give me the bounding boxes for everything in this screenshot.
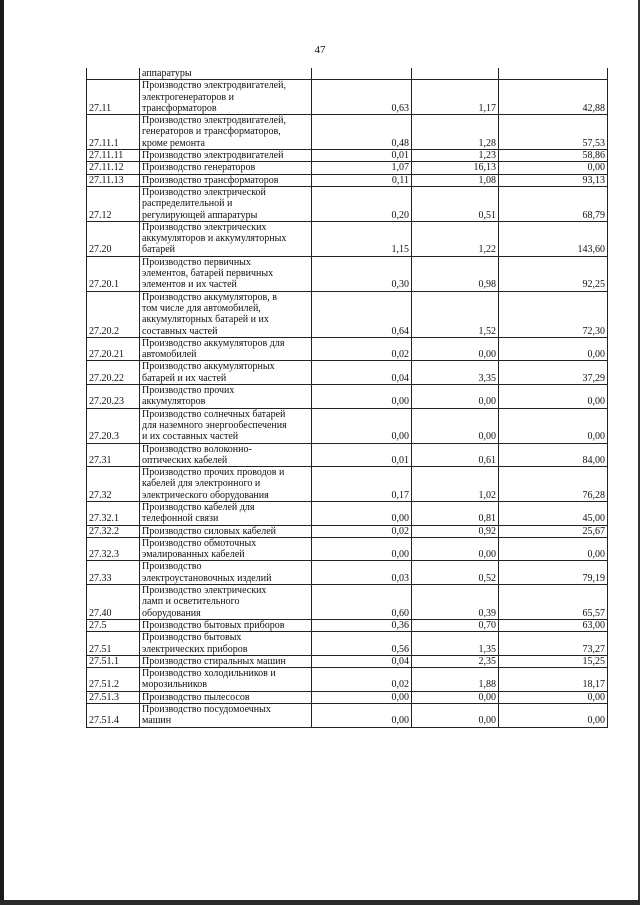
row-value-2-cell: 0,52 — [412, 561, 499, 585]
row-code-cell: 27.51.1 — [87, 655, 140, 667]
row-value-3-cell: 79,19 — [499, 561, 608, 585]
row-value-1-cell: 0,02 — [312, 668, 412, 692]
row-code-cell: 27.51.2 — [87, 668, 140, 692]
row-value-3-cell: 65,57 — [499, 585, 608, 620]
row-code-cell: 27.11.13 — [87, 174, 140, 186]
row-code-cell: 27.11.1 — [87, 115, 140, 150]
row-value-1-cell: 0,03 — [312, 561, 412, 585]
row-value-2-cell: 1,88 — [412, 668, 499, 692]
row-code-cell: 27.32 — [87, 467, 140, 502]
row-name-cell: Производство обмоточных эмалированных кабелей — [140, 537, 312, 561]
row-value-2-cell: 1,35 — [412, 632, 499, 656]
row-name-cell: Производство холодильников и морозильников — [140, 668, 312, 692]
row-name-cell: Производство электрической распределительной и регулирующей аппаратуры — [140, 186, 312, 221]
row-value-1-cell: 0,36 — [312, 619, 412, 631]
row-value-2-cell: 0,39 — [412, 585, 499, 620]
row-value-2-cell: 1,08 — [412, 174, 499, 186]
row-value-2-cell: 0,61 — [412, 443, 499, 467]
row-code-cell: 27.20.22 — [87, 361, 140, 385]
row-code-cell: 27.5 — [87, 619, 140, 631]
table-row — [87, 361, 608, 385]
row-value-2-cell: 0,81 — [412, 501, 499, 525]
row-value-1-cell: 1,07 — [312, 162, 412, 174]
row-name-cell: Производство первичных элементов, батарей первичных элементов и их частей — [140, 256, 312, 291]
row-value-2-cell: 1,22 — [412, 221, 499, 256]
row-value-2-cell: 1,28 — [412, 115, 499, 150]
row-value-3-cell: 73,27 — [499, 632, 608, 656]
scan-border-bottom — [0, 900, 640, 905]
row-value-1-cell: 0,01 — [312, 150, 412, 162]
row-value-1-cell: 0,60 — [312, 585, 412, 620]
statistics-table — [86, 68, 608, 728]
row-value-1-cell: 0,00 — [312, 501, 412, 525]
table-row — [87, 174, 608, 186]
table-row — [87, 221, 608, 256]
row-value-1-cell: 0,30 — [312, 256, 412, 291]
row-name-cell: аппаратуры — [140, 68, 312, 80]
table-row — [87, 619, 608, 631]
table-row — [87, 525, 608, 537]
row-code-cell: 27.32.1 — [87, 501, 140, 525]
row-name-cell: Производство солнечных батарей для наземного энергообеспечения и их составных частей — [140, 408, 312, 443]
table-row — [87, 655, 608, 667]
row-value-2-cell: 0,70 — [412, 619, 499, 631]
row-value-2-cell: 0,00 — [412, 337, 499, 361]
table-row — [87, 162, 608, 174]
row-name-cell: Производство аккумуляторных батарей и их частей — [140, 361, 312, 385]
row-value-3-cell: 76,28 — [499, 467, 608, 502]
row-name-cell: Производство прочих аккумуляторов — [140, 385, 312, 409]
row-value-3-cell: 68,79 — [499, 186, 608, 221]
row-value-3-cell: 42,88 — [499, 80, 608, 115]
table-row — [87, 704, 608, 728]
row-value-1-cell: 0,04 — [312, 361, 412, 385]
table-row — [87, 291, 608, 337]
row-value-1-cell: 0,00 — [312, 537, 412, 561]
scan-border-left — [0, 0, 4, 905]
row-value-2-cell: 0,00 — [412, 408, 499, 443]
row-value-3-cell: 15,25 — [499, 655, 608, 667]
page-number: 47 — [314, 44, 326, 56]
row-code-cell: 27.32.2 — [87, 525, 140, 537]
row-code-cell: 27.40 — [87, 585, 140, 620]
row-code-cell: 27.32.3 — [87, 537, 140, 561]
table-row — [87, 668, 608, 692]
row-name-cell: Производство электроустановочных изделий — [140, 561, 312, 585]
row-name-cell: Производство бытовых приборов — [140, 619, 312, 631]
row-value-3-cell: 0,00 — [499, 704, 608, 728]
row-value-2-cell: 0,98 — [412, 256, 499, 291]
row-name-cell: Производство трансформаторов — [140, 174, 312, 186]
row-value-1-cell: 0,00 — [312, 691, 412, 703]
table-row — [87, 501, 608, 525]
table-row — [87, 337, 608, 361]
row-value-1-cell: 0,02 — [312, 525, 412, 537]
row-name-cell: Производство бытовых электрических приборов — [140, 632, 312, 656]
row-value-2-cell: 0,51 — [412, 186, 499, 221]
row-code-cell: 27.20.23 — [87, 385, 140, 409]
row-value-2-cell: 0,00 — [412, 537, 499, 561]
table-row — [87, 691, 608, 703]
row-value-2-cell: 2,35 — [412, 655, 499, 667]
row-value-1-cell: 0,63 — [312, 80, 412, 115]
row-value-3-cell: 0,00 — [499, 385, 608, 409]
row-value-3-cell: 0,00 — [499, 337, 608, 361]
row-value-3-cell: 57,53 — [499, 115, 608, 150]
row-value-1-cell: 0,48 — [312, 115, 412, 150]
table-body — [87, 68, 608, 727]
row-value-3-cell — [499, 68, 608, 80]
table-row — [87, 467, 608, 502]
row-name-cell: Производство кабелей для телефонной связи — [140, 501, 312, 525]
row-value-3-cell: 45,00 — [499, 501, 608, 525]
row-code-cell: 27.20.21 — [87, 337, 140, 361]
row-code-cell: 27.20.1 — [87, 256, 140, 291]
row-value-1-cell: 0,17 — [312, 467, 412, 502]
row-name-cell: Производство генераторов — [140, 162, 312, 174]
row-name-cell: Производство электрических ламп и осветительного оборудования — [140, 585, 312, 620]
table-row — [87, 537, 608, 561]
row-code-cell: 27.31 — [87, 443, 140, 467]
row-value-2-cell: 1,23 — [412, 150, 499, 162]
row-value-2-cell — [412, 68, 499, 80]
row-value-2-cell: 1,17 — [412, 80, 499, 115]
row-code-cell: 27.20 — [87, 221, 140, 256]
row-value-3-cell: 25,67 — [499, 525, 608, 537]
row-value-1-cell: 0,01 — [312, 443, 412, 467]
table-row — [87, 150, 608, 162]
row-code-cell: 27.12 — [87, 186, 140, 221]
row-value-3-cell: 63,00 — [499, 619, 608, 631]
row-value-1-cell: 0,11 — [312, 174, 412, 186]
row-value-1-cell: 0,00 — [312, 704, 412, 728]
row-value-1-cell: 0,00 — [312, 385, 412, 409]
row-value-3-cell: 58,86 — [499, 150, 608, 162]
row-name-cell: Производство аккумуляторов, в том числе для автомобилей, аккумуляторных батарей и их составных частей — [140, 291, 312, 337]
table-row — [87, 385, 608, 409]
row-value-2-cell: 16,13 — [412, 162, 499, 174]
row-value-3-cell: 0,00 — [499, 162, 608, 174]
row-value-2-cell: 0,92 — [412, 525, 499, 537]
table-row — [87, 68, 608, 80]
table-row — [87, 186, 608, 221]
table-row — [87, 80, 608, 115]
row-name-cell: Производство волоконно- оптических кабелей — [140, 443, 312, 467]
row-code-cell: 27.33 — [87, 561, 140, 585]
row-name-cell: Производство силовых кабелей — [140, 525, 312, 537]
row-code-cell — [87, 68, 140, 80]
row-value-2-cell: 0,00 — [412, 385, 499, 409]
table-row — [87, 585, 608, 620]
row-value-3-cell: 143,60 — [499, 221, 608, 256]
row-name-cell: Производство стиральных машин — [140, 655, 312, 667]
row-code-cell: 27.20.2 — [87, 291, 140, 337]
row-code-cell: 27.11.12 — [87, 162, 140, 174]
row-name-cell: Производство посудомоечных машин — [140, 704, 312, 728]
row-code-cell: 27.51.3 — [87, 691, 140, 703]
row-value-1-cell — [312, 68, 412, 80]
row-value-3-cell: 37,29 — [499, 361, 608, 385]
row-name-cell: Производство электродвигателей, электрогенераторов и трансформаторов — [140, 80, 312, 115]
row-value-3-cell: 0,00 — [499, 691, 608, 703]
table-row — [87, 443, 608, 467]
row-name-cell: Производство прочих проводов и кабелей для электронного и электрического оборудования — [140, 467, 312, 502]
row-name-cell: Производство аккумуляторов для автомобилей — [140, 337, 312, 361]
row-value-3-cell: 0,00 — [499, 537, 608, 561]
row-code-cell: 27.11 — [87, 80, 140, 115]
row-value-3-cell: 0,00 — [499, 408, 608, 443]
row-value-3-cell: 18,17 — [499, 668, 608, 692]
row-code-cell: 27.20.3 — [87, 408, 140, 443]
row-name-cell: Производство электродвигателей, генераторов и трансформаторов, кроме ремонта — [140, 115, 312, 150]
row-value-1-cell: 0,04 — [312, 655, 412, 667]
row-value-2-cell: 0,00 — [412, 704, 499, 728]
table-row — [87, 561, 608, 585]
row-code-cell: 27.51 — [87, 632, 140, 656]
table-row — [87, 408, 608, 443]
row-value-1-cell: 1,15 — [312, 221, 412, 256]
row-value-1-cell: 0,00 — [312, 408, 412, 443]
table-row — [87, 256, 608, 291]
row-name-cell: Производство электродвигателей — [140, 150, 312, 162]
row-value-3-cell: 72,30 — [499, 291, 608, 337]
row-name-cell: Производство электрических аккумуляторов и аккумуляторных батарей — [140, 221, 312, 256]
table-row — [87, 632, 608, 656]
row-code-cell: 27.11.11 — [87, 150, 140, 162]
row-value-2-cell: 3,35 — [412, 361, 499, 385]
row-value-3-cell: 93,13 — [499, 174, 608, 186]
table-row — [87, 115, 608, 150]
row-name-cell: Производство пылесосов — [140, 691, 312, 703]
row-value-3-cell: 84,00 — [499, 443, 608, 467]
row-value-2-cell: 0,00 — [412, 691, 499, 703]
row-code-cell: 27.51.4 — [87, 704, 140, 728]
row-value-3-cell: 92,25 — [499, 256, 608, 291]
row-value-1-cell: 0,02 — [312, 337, 412, 361]
row-value-1-cell: 0,56 — [312, 632, 412, 656]
row-value-1-cell: 0,20 — [312, 186, 412, 221]
row-value-2-cell: 1,02 — [412, 467, 499, 502]
row-value-1-cell: 0,64 — [312, 291, 412, 337]
row-value-2-cell: 1,52 — [412, 291, 499, 337]
